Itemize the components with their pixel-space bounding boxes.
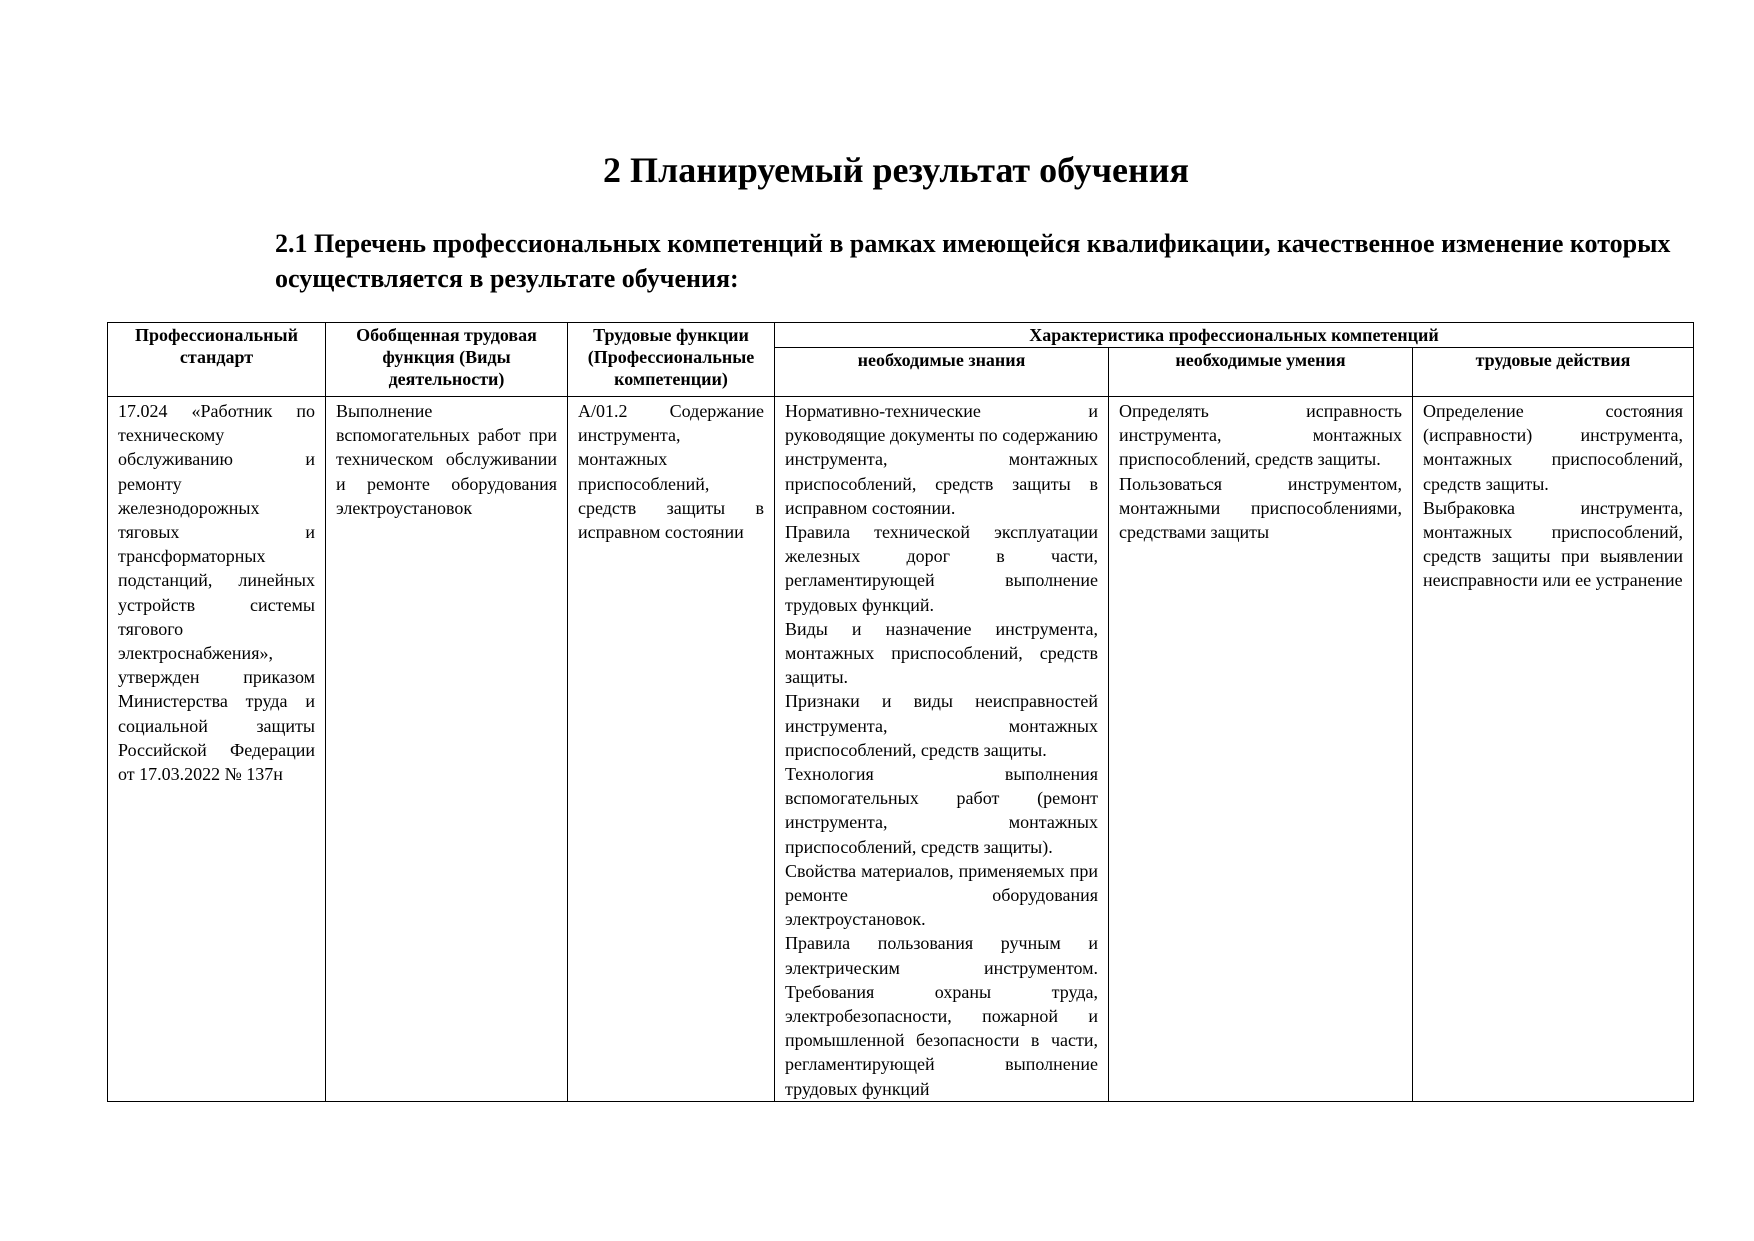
table-row (108, 397, 1694, 1102)
cell-skills (1109, 397, 1413, 1102)
header-characteristics: Характеристика профессиональных компетенций (775, 323, 1694, 348)
actions-item: Определение состояния (исправности) инструмента, монтажных приспособлений, средств защиты. (1423, 401, 1683, 494)
knowledge-item: Правила технической эксплуатации железных дорог в части, регламентирующей выполнение трудовых функций. (785, 522, 1098, 615)
page-title: 2 Планируемый результат обучения (603, 150, 1189, 190)
knowledge-item: Свойства материалов, применяемых при ремонте оборудования электроустановок. (785, 860, 1098, 930)
knowledge-item: Нормативно-технические и руководящие документы по содержанию инструмента, монтажных приспособлений, средств защиты в исправном состоянии. (785, 401, 1098, 518)
section-subtitle: 2.1 Перечень профессиональных компетенций в рамках имеющейся квалификации, качественное изменение которых осуществляется в результате обучения: (275, 229, 1671, 293)
knowledge-item: Признаки и виды неисправностей инструмента, монтажных приспособлений, средств защиты. (785, 691, 1098, 760)
knowledge-item: Технология выполнения вспомогательных работ (ремонт инструмента, монтажных приспособлений, средств защиты). (785, 764, 1098, 857)
skills-item: Пользоваться инструментом, монтажными приспособлениями, средствами защиты (1119, 473, 1402, 543)
cell-labor-function: А/01.2 Содержание инструмента, монтажных приспособлений, средств защиты в исправном состоянии (568, 397, 775, 1102)
header-generalized-function: Обобщенная трудовая функция (Виды деятельности) (326, 323, 568, 397)
cell-standard: 17.024 «Работник по техническому обслуживанию и ремонту железнодорожных тяговых и трансформаторных подстанций, линейных устройств системы тягового электроснабжения», утвержден приказом Министерства труда и социальной защиты Российской Федерации от 17.03.2022 № 137н (108, 397, 326, 1102)
header-skills: необходимые умения (1109, 348, 1413, 397)
skills-item: Определять исправность инструмента, монтажных приспособлений, средств защиты. (1119, 401, 1402, 470)
header-standard: Профессиональный стандарт (108, 323, 326, 397)
header-knowledge: необходимые знания (775, 348, 1109, 397)
knowledge-item: Виды и назначение инструмента, монтажных приспособлений, средств защиты. (785, 618, 1098, 688)
header-labor-functions: Трудовые функции (Профессиональные компетенции) (568, 323, 775, 397)
competencies-table (107, 322, 1694, 1102)
header-actions: трудовые действия (1413, 348, 1694, 397)
cell-knowledge (775, 397, 1109, 1102)
actions-item: Выбраковка инструмента, монтажных приспособлений, средств защиты при выявлении неисправности или ее устранение (1423, 497, 1683, 591)
cell-generalized-function: Выполнение вспомогательных работ при техническом обслуживании и ремонте оборудования электроустановок (326, 397, 568, 1102)
cell-actions (1413, 397, 1694, 1102)
table-header-row (108, 323, 1694, 348)
knowledge-item: Правила пользования ручным и электрическим инструментом. Требования охраны труда, электробезопасности, пожарной и промышленной безопасности в части, регламентирующей выполнение трудовых функций (785, 933, 1098, 1099)
